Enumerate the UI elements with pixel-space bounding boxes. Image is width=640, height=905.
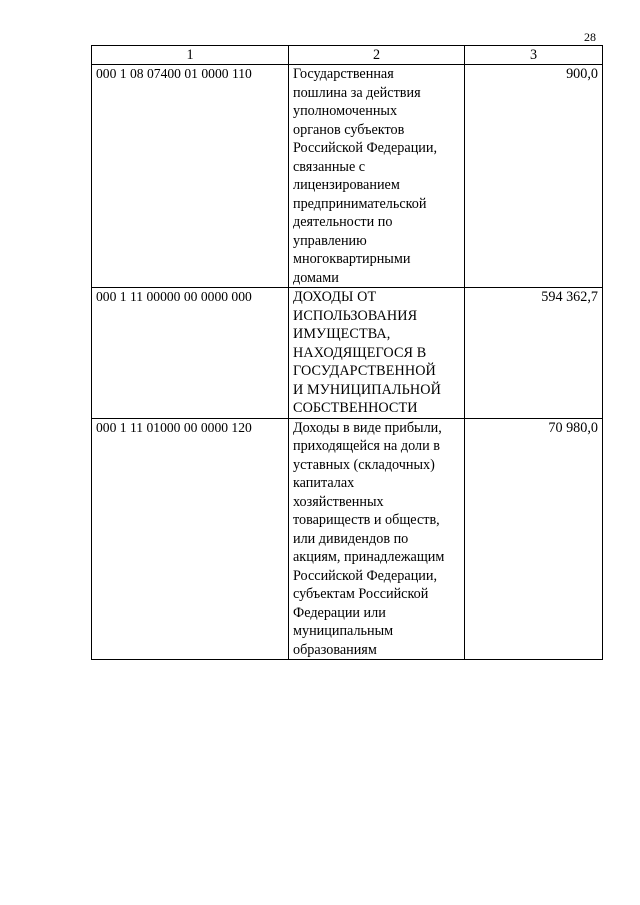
- revenue-name-line: капиталах: [293, 475, 355, 491]
- revenue-name-line: Доходы в виде прибыли,: [293, 419, 442, 436]
- amount-cell: 900,0: [465, 65, 603, 288]
- revenue-name-line: органов субъектов: [293, 121, 405, 138]
- budget-code-cell: 000 1 11 00000 00 0000 000: [92, 288, 289, 419]
- revenue-name-line: лицензированием: [293, 177, 400, 193]
- column-header-1: 1: [92, 46, 289, 65]
- revenue-name-line: муниципальным: [293, 623, 394, 639]
- revenue-name-line: пошлина за действия: [293, 84, 421, 101]
- revenue-name-cell: [289, 288, 465, 419]
- budget-code-cell: 000 1 11 01000 00 0000 120: [92, 418, 289, 660]
- revenue-name-line: акциям, принадлежащим: [293, 549, 445, 565]
- revenue-name-line: Федерации или: [293, 604, 386, 621]
- column-header-3: 3: [465, 46, 603, 65]
- revenue-name-cell: [289, 418, 465, 660]
- revenue-name-line: И МУНИЦИПАЛЬНОЙ: [293, 381, 441, 398]
- revenue-name-line: домами: [293, 269, 339, 286]
- revenue-name-line: ДОХОДЫ ОТ: [293, 289, 377, 305]
- column-header-2: 2: [289, 46, 465, 65]
- revenue-name-cell: [289, 65, 465, 288]
- amount-cell: 594 362,7: [465, 288, 603, 419]
- revenue-name-line: многоквартирными: [293, 251, 411, 267]
- amount-cell: 70 980,0: [465, 418, 603, 660]
- table-row: [92, 418, 603, 660]
- revenue-name-line: Российской Федерации,: [293, 140, 438, 156]
- revenue-name-line: уполномоченных: [293, 103, 398, 119]
- revenue-name-line: ИМУЩЕСТВА,: [293, 326, 391, 342]
- revenue-name-line: Государственная: [293, 66, 394, 82]
- revenue-name-line: НАХОДЯЩЕГОСЯ В: [293, 344, 427, 361]
- revenue-name-line: управлению: [293, 232, 367, 249]
- table-header-row: [92, 46, 603, 65]
- revenue-name-line: товариществ и обществ,: [293, 512, 440, 528]
- revenue-name-line: субъектам Российской: [293, 586, 429, 602]
- revenue-name-line: связанные с: [293, 158, 366, 175]
- revenue-name-line: СОБСТВЕННОСТИ: [293, 400, 418, 416]
- budget-code-cell: 000 1 08 07400 01 0000 110: [92, 65, 289, 288]
- revenue-name-line: хозяйственных: [293, 493, 384, 510]
- revenue-name-line: ГОСУДАРСТВЕННОЙ: [293, 363, 436, 379]
- page-number: 28: [584, 30, 596, 44]
- table-row: [92, 65, 603, 288]
- revenue-name-line: ИСПОЛЬЗОВАНИЯ: [293, 307, 418, 324]
- table-row: [92, 288, 603, 419]
- revenue-name-line: или дивидендов по: [293, 530, 409, 547]
- revenue-name-line: деятельности по: [293, 214, 393, 230]
- budget-revenue-table: [91, 45, 603, 660]
- revenue-name-line: предпринимательской: [293, 195, 427, 212]
- revenue-name-line: Российской Федерации,: [293, 567, 438, 584]
- revenue-name-line: образованиям: [293, 641, 377, 658]
- revenue-name-line: приходящейся на доли в: [293, 438, 440, 454]
- revenue-name-line: уставных (складочных): [293, 456, 435, 473]
